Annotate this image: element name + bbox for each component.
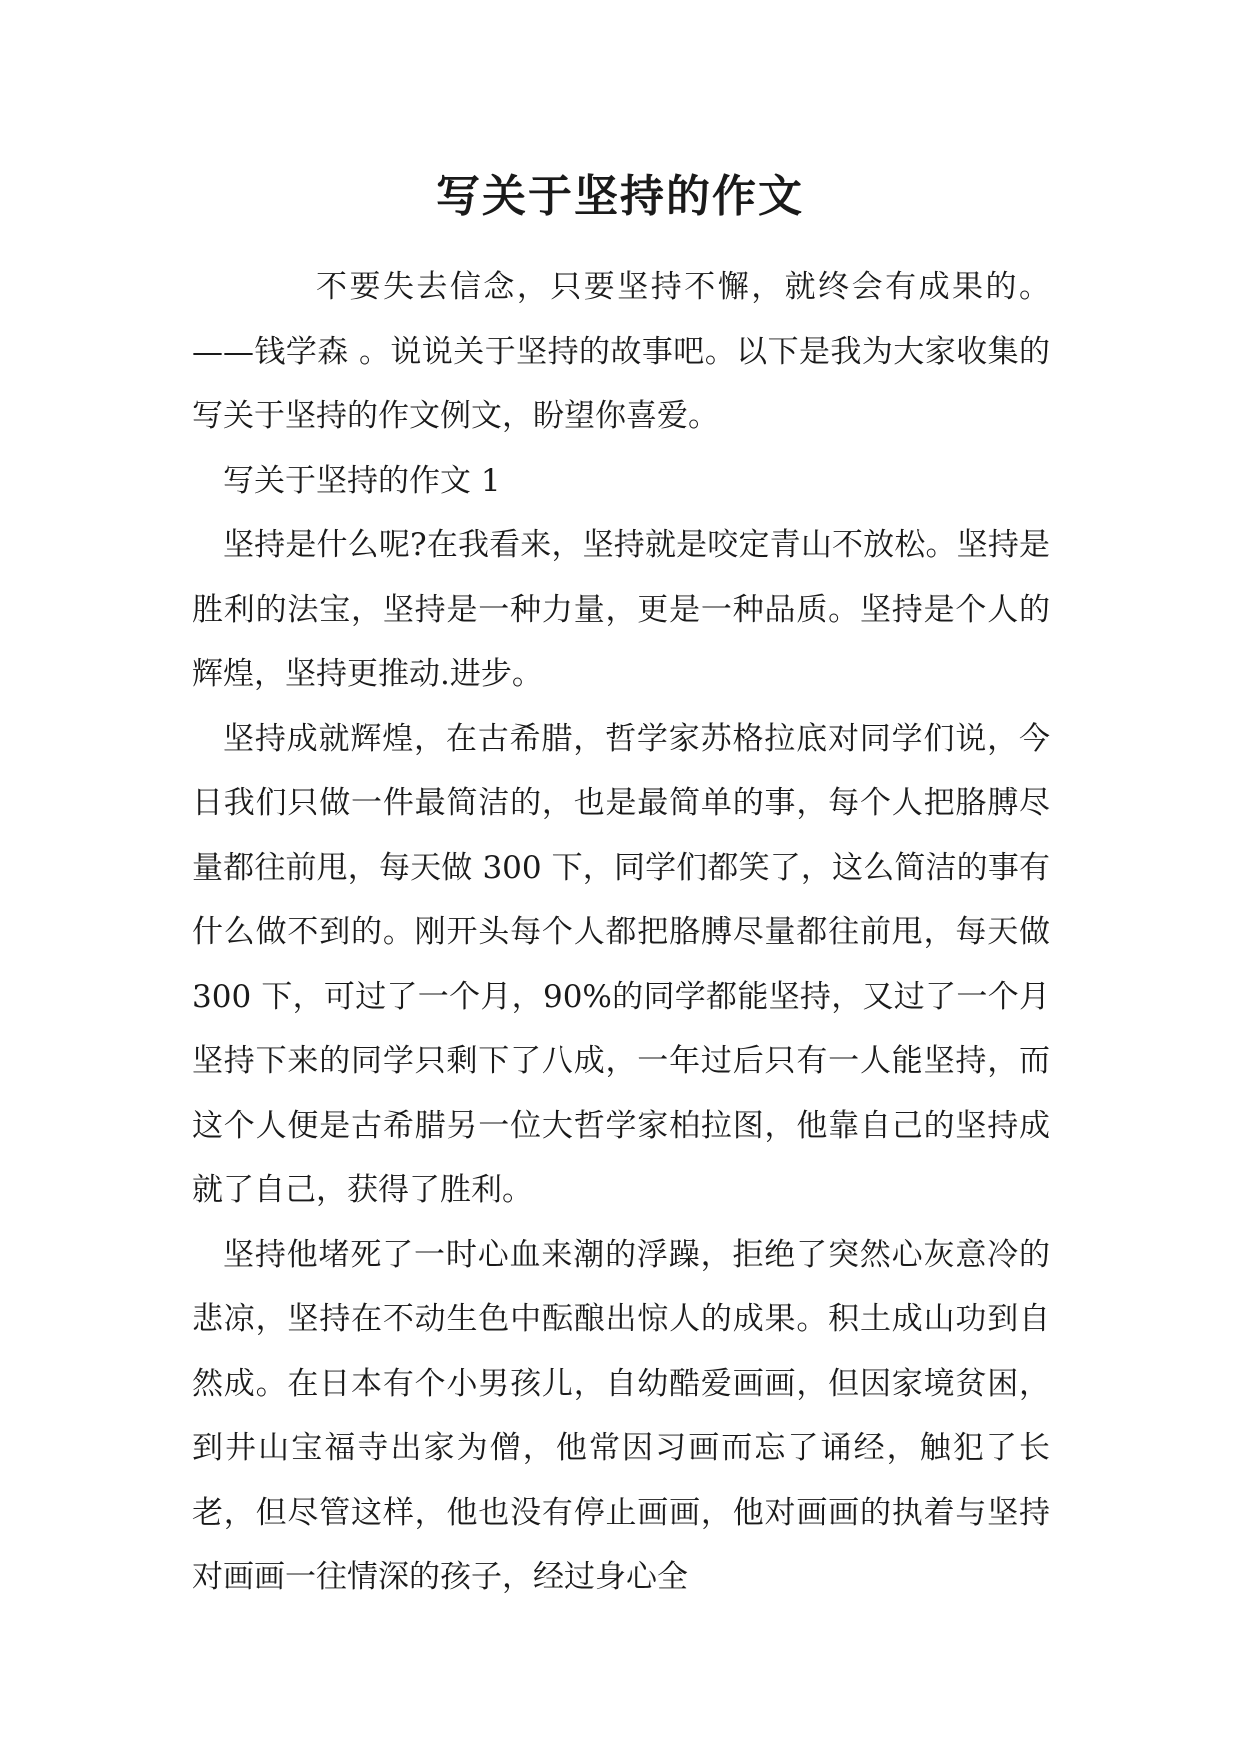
body-paragraph: 坚持是什么呢?在我看来，坚持就是咬定青山不放松。坚持是胜利的法宝，坚持是一种力量，更是一种品质。坚持是个人的辉煌，坚持更推动.进步。 [192,527,1050,692]
document-body [192,255,1050,1610]
essay-heading: 写关于坚持的作文 1 [223,462,501,499]
body-paragraph: 坚持成就辉煌，在古希腊，哲学家苏格拉底对同学们说，今日我们只做一件最简洁的，也是最简单的事，每个人把胳膊尽量都往前甩，每天做 300 下，同学们都笑了，这么简洁的事有什么做不到的。刚开头每个人都把胳膊尽量都往前甩，每天做 300 下，可过了一个月，90%的同学都能坚持，又过了一个月坚持下来的同学只剩下了八成，一年过后只有一人能坚持，而这个人便是古希腊另一位大哲学家柏拉图，他靠自己的坚持成就了自己，获得了胜利。 [192,720,1050,1208]
document-title: 写关于坚持的作文 [436,171,804,222]
intro-paragraph: 不要失去信念，只要坚持不懈，就终会有成果的。——钱学森 。说说关于坚持的故事吧。以下是我为大家收集的写关于坚持的作文例文，盼望你喜爱。 [192,269,1050,434]
body-paragraph: 坚持他堵死了一时心血来潮的浮躁，拒绝了突然心灰意冷的悲凉，坚持在不动生色中酝酿出惊人的成果。积土成山功到自然成。在日本有个小男孩儿，自幼酷爱画画，但因家境贫困，到井山宝福寺出家为僧，他常因习画而忘了诵经，触犯了长老，但尽管这样，他也没有停止画画，他对画画的执着与坚持对画画一往情深的孩子，经过身心全 [192,1236,1050,1595]
